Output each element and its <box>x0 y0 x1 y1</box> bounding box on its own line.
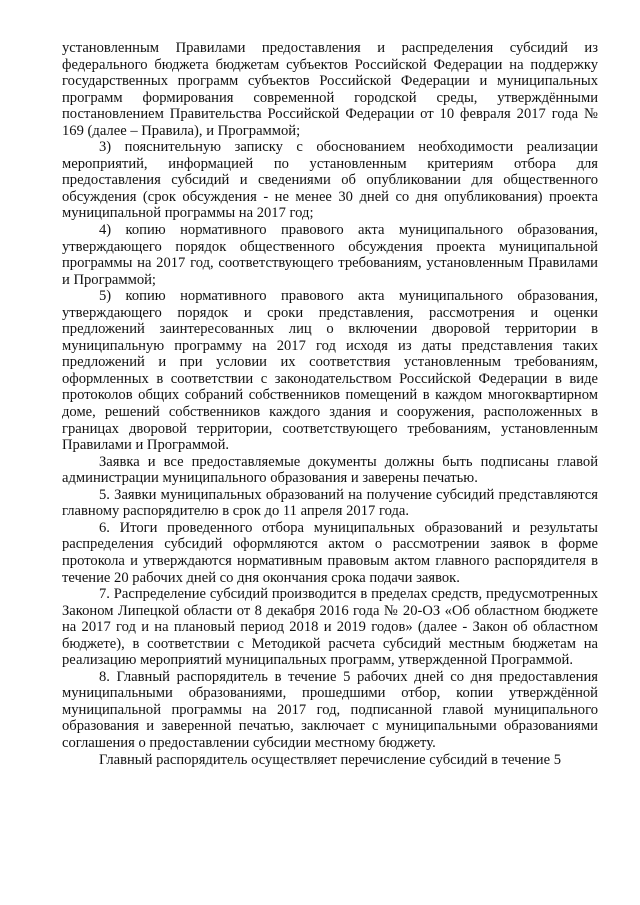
paragraph-clause-5: 5. Заявки муниципальных образований на получение субсидий представляются главному распорядителю в срок до 11 апреля 2017 года. <box>62 486 598 520</box>
document-body <box>62 40 598 768</box>
paragraph-signature-requirement: Заявка и все предоставляемые документы должны быть подписаны главой администрации муниципального образования и заверены печатью. <box>62 453 598 487</box>
paragraph-transfer-terms: Главный распорядитель осуществляет перечисление субсидий в течение 5 <box>99 751 561 768</box>
paragraph-item-3: 3) пояснительную записку с обоснованием необходимости реализации мероприятий, информацией по установленным критериям отбора для предоставления субсидий и сведениями об опубликовании для общественного обсуждения (срок обсуждения - не менее 30 дней со дня опубликования) проекта муниципальной программы на 2017 год; <box>62 139 598 222</box>
paragraph-item-5: 5) копию нормативного правового акта муниципального образования, утверждающего порядок и сроки представления, рассмотрения и оценки предложений заинтересованных лиц о включении дворовой территории в муниципальную программу на 2017 год исходя из даты представления таких предложений и при условии их соответствия установленным требованиям, оформленных в соответствии с законодательством Российской Федерации в виде протоколов общих собраний собственников помещений в каждом многоквартирном доме, решений собственников каждого здания и сооружения, расположенных в границах дворовой территории, соответствующего требованиям, установленным Правилами и Программой. <box>62 288 598 454</box>
paragraph-continuation: установленным Правилами предоставления и распределения субсидий из федерального бюджета бюджетам субъектов Российской Федерации на поддержку государственных программ субъектов Российской Федерации и муниципальных программ формирования современной городской среды, утверждёнными постановлением Правительства Российской Федерации от 10 февраля 2017 года № 169 (далее – Правила), и Программой; <box>62 40 598 139</box>
paragraph-item-4: 4) копию нормативного правового акта муниципального образования, утверждающего порядок общественного обсуждения проекта муниципальной программы на 2017 год, соответствующего требованиям, установленным Правилами и Программой; <box>62 222 598 288</box>
paragraph-clause-6: 6. Итоги проведенного отбора муниципальных образований и результаты распределения субсидий оформляются актом о рассмотрении заявок в форме протокола и утверждаются нормативным правовым актом главного распорядителя в течение 20 рабочих дней со дня окончания срока подачи заявок. <box>62 519 598 586</box>
paragraph-clause-8: 8. Главный распорядитель в течение 5 рабочих дней со дня предоставления муниципальными образованиями, прошедшими отбор, копии утверждённой муниципальной программы на 2017 год, подписанной главой муниципального образования и заверенной печатью, заключает с муниципальными образованиями соглашения о предоставлении субсидии местному бюджету. <box>62 668 598 751</box>
paragraph-clause-7: 7. Распределение субсидий производится в пределах средств, предусмотренных Законом Липецкой области от 8 декабря 2016 года № 20-ОЗ «Об областном бюджете на 2017 год и на плановый период 2018 и 2019 годов» (далее - Закон об областном бюджете), в соответствии с Методикой расчета субсидий местным бюджетам на реализацию мероприятий муниципальных программ, утвержденной Программой. <box>62 586 598 669</box>
